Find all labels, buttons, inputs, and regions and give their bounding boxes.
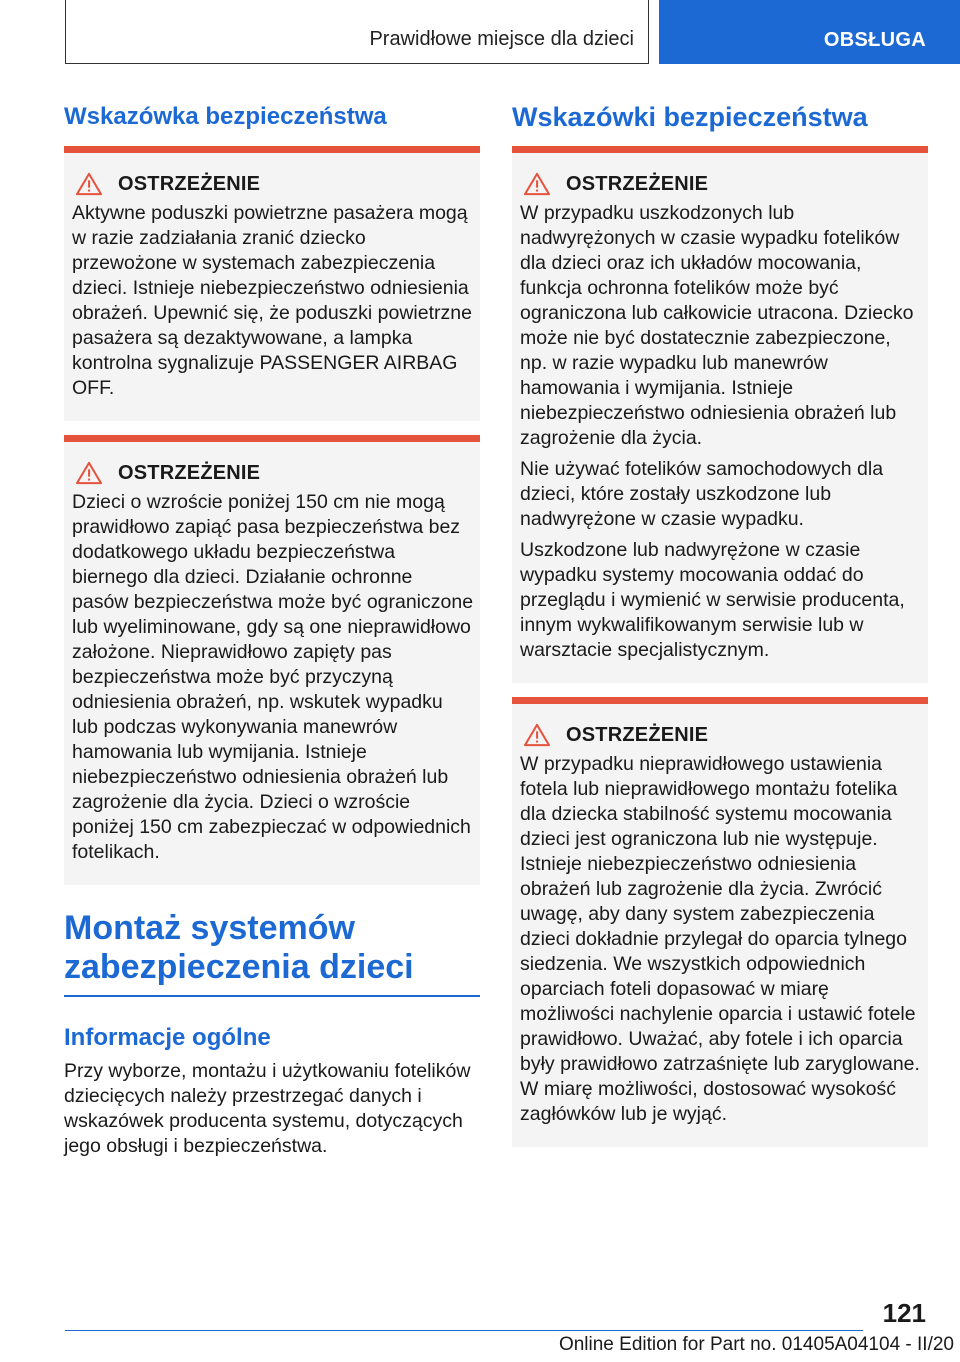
warning-text: Dzieci o wzroście poniżej 150 cm nie mogą prawidłowo zapiąć pasa bezpieczeństwa bez dodatkowego układu bezpieczeństwa biernego dla dzieci. Działanie ochronne pasów bezpieczeństwa może być ograniczone lub wyeliminowane, gdy są one nieprawidłowo założone. Nieprawidłowo zapięty pas bezpieczeństwa może być przyczyną odniesienia obrażeń, np. wskutek wypadku lub podczas wykonywania manewrów hamowania lub wymijania. Istnieje niebezpieczeństwo odniesienia obrażeń lub zagrożenie dla życia. Dzieci o wzroście poniżej 150 cm zabezpieczać w odpowiednich fotelikach.	[72, 491, 474, 863]
warning-header	[72, 458, 474, 488]
left-column	[64, 100, 480, 1159]
warning-header	[520, 720, 922, 750]
warning-header	[72, 169, 474, 199]
warning-triangle-icon	[522, 723, 552, 747]
footer-divider	[65, 1330, 863, 1331]
warning-text: W przypadku uszkodzonych lub nadwyrężonych w czasie wypadku fotelików dla dzieci oraz ich układów mocowania, funkcja ochronna fotelików może być ograniczona lub całkowicie utracona. Dziecko może nie być dostatecznie zabezpieczone, np. w razie wypadku lub manewrów hamowania i wymijania. Istnieje niebezpieczeństwo odniesienia obrażeń lub zagrożenie dla życia.	[520, 202, 914, 449]
warning-triangle-icon	[522, 172, 552, 196]
warning-text: Nie używać fotelików samochodowych dla dzieci, które zostały uszkodzone lub nadwyrężone w czasie wypadku.	[520, 458, 884, 530]
subsection-title: Informacje ogólne	[64, 1024, 271, 1051]
chapter-title: Montaż systemów zabezpieczenia dzieci	[64, 909, 480, 997]
footer-edition: Online Edition for Part no. 01405A04104 - II/20	[558, 1334, 954, 1355]
warning-header	[520, 169, 922, 199]
warning-label: OSTRZEŻENIE	[566, 172, 709, 195]
right-column	[512, 100, 928, 1161]
header-title: Prawidłowe miejsce dla dzieci	[369, 28, 634, 50]
warning-box	[64, 146, 480, 421]
warning-box	[512, 146, 928, 683]
tab-obsluga[interactable]	[659, 0, 960, 64]
section-title: Wskazówka bezpieczeństwa	[64, 103, 387, 130]
warning-text: Uszkodzone lub nadwyrężone w czasie wypadku systemy mocowania oddać do przeglądu i wymienić w serwisie producenta, innym wykwalifikowanym serwisie lub w warsztacie specjalistycznym.	[520, 539, 905, 661]
warning-text: Aktywne poduszki powietrzne pasażera mogą w razie zadziałania zranić dziecko przewożone w systemach zabezpieczenia dzieci. Istnieje niebezpieczeństwo odniesienia obrażeń. Upewnić się, że poduszki powietrzne pasażera są dezaktywowane, a lampka kontrolna sygnalizuje PASSENGER AIRBAG OFF.	[72, 202, 472, 399]
section-title: Wskazówki bezpieczeństwa	[512, 102, 868, 132]
warning-triangle-icon	[74, 461, 104, 485]
warning-triangle-icon	[74, 172, 104, 196]
warning-box	[512, 697, 928, 1147]
warning-text: W przypadku nieprawidłowego ustawienia fotela lub nieprawidłowego montażu fotelika dla dziecka stabilność systemu mocowania dzieci jest ograniczona lub nie występuje. Istnieje niebezpieczeństwo odniesienia obrażeń lub zagrożenie dla życia. Zwrócić uwagę, aby dany system zabezpieczenia dzieci dokładnie przylegał do oparcia tylnego siedzenia. We wszystkich odpowiednich oparciach foteli dopasować w miarę możliwości nachylenie oparcia i ustawić fotele prawidłowo. Uważać, aby fotele i ich oparcia były prawidłowo zatrzaśnięte lub zaryglowane. W miarę możliwości, dostosować wysokość zagłówków lub je wyjąć.	[520, 753, 920, 1125]
header-box	[65, 0, 649, 64]
page-number: 121	[882, 1298, 926, 1328]
warning-label: OSTRZEŻENIE	[118, 172, 261, 195]
warning-label: OSTRZEŻENIE	[566, 723, 709, 746]
warning-box	[64, 435, 480, 885]
body-paragraph: Przy wyborze, montażu i użytkowaniu fotelików dziecięcych należy przestrzegać danych i wskazówek producenta systemu, dotyczących jego obsługi i bezpieczeństwa.	[64, 1060, 471, 1157]
tab-label: OBSŁUGA	[823, 29, 926, 51]
warning-label: OSTRZEŻENIE	[118, 461, 261, 484]
